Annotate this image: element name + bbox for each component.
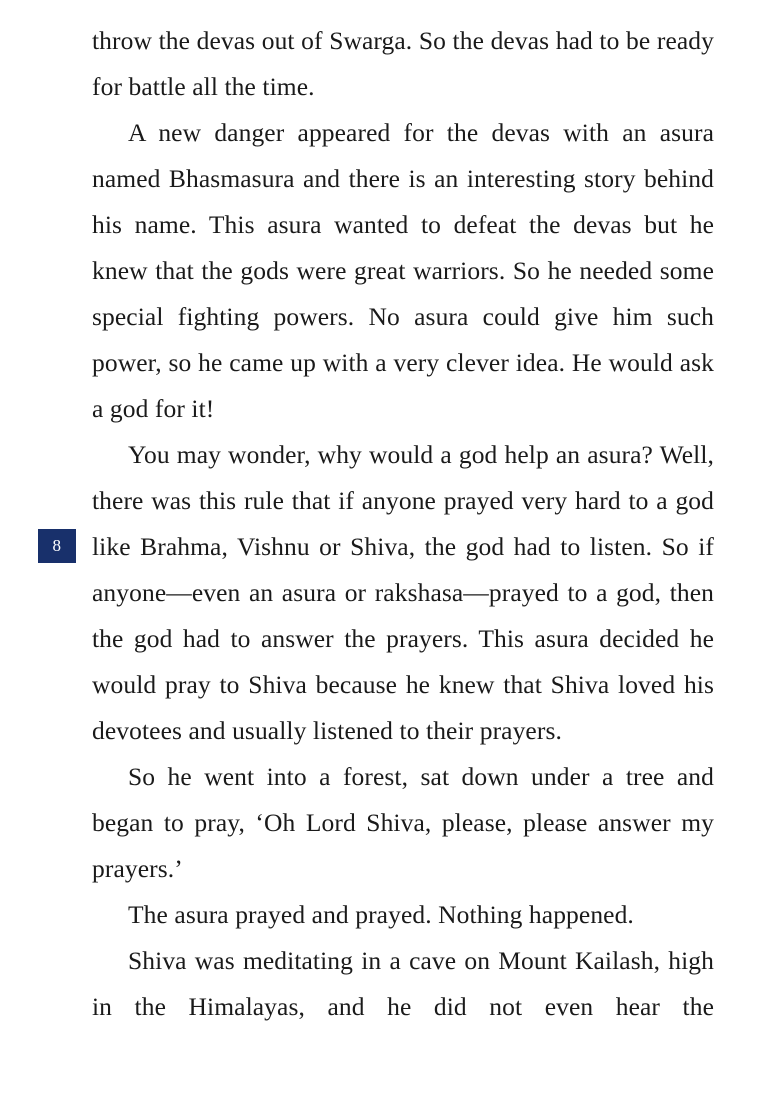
page-number-badge: 8 [38, 529, 76, 563]
paragraph: A new danger appeared for the devas with an asura named Bhasmasura and there is an interesting story behind his name. This asura wanted to defeat the devas but he knew that the gods were great warriors. So he needed some special fighting powers. No asura could give him such power, so he came up with a very clever idea. He would ask a god for it! [92, 118, 714, 423]
paragraph: throw the devas out of Swarga. So the devas had to be ready for battle all the time. [92, 26, 714, 101]
paragraph: So he went into a forest, sat down under a tree and began to pray, ‘Oh Lord Shiva, please, please answer my prayers.’ [92, 762, 714, 883]
paragraph: You may wonder, why would a god help an asura? Well, there was this rule that if anyone prayed very hard to a god like Brahma, Vishnu or Shiva, the god had to listen. So if anyone—even an asura or rakshasa—prayed to a god, then the god had to answer the prayers. This asura decided he would pray to Shiva because he knew that Shiva loved his devotees and usually listened to their prayers. [92, 440, 714, 745]
body-text-column [92, 18, 714, 1076]
paragraph: Shiva was meditating in a cave on Mount Kailash, high in the Himalayas, and he did not even hear the [92, 946, 714, 1021]
paragraph: The asura prayed and prayed. Nothing happened. [128, 900, 634, 929]
